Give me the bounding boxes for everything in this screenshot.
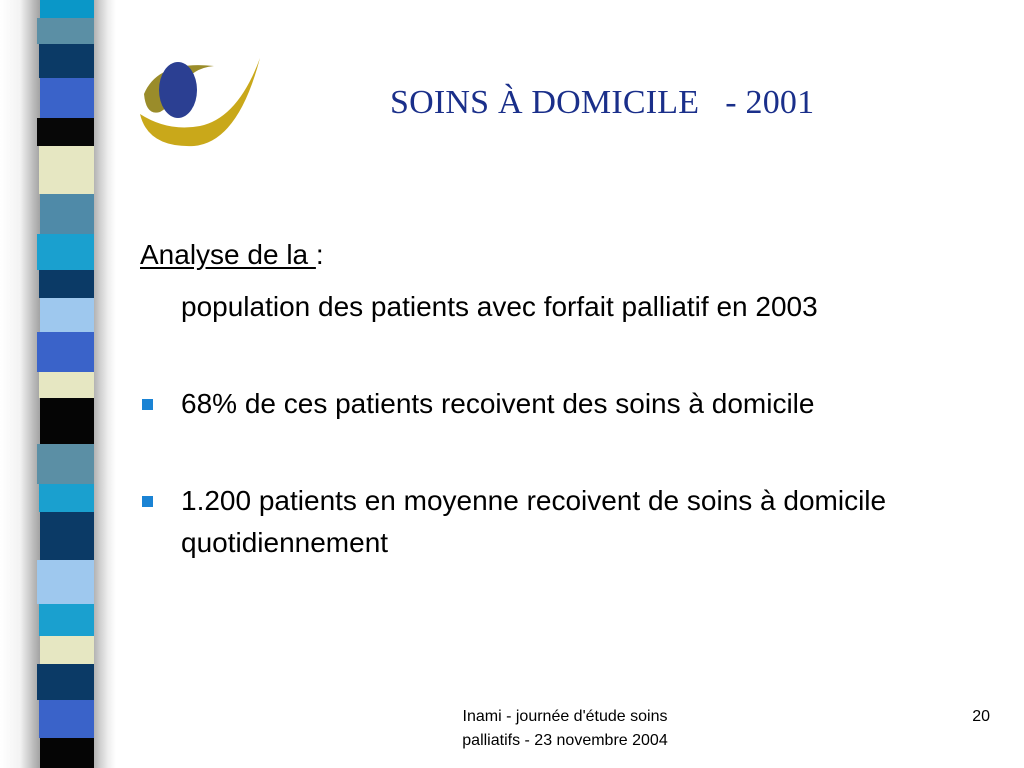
decor-block [37, 444, 94, 484]
decor-block [40, 738, 94, 768]
slide-content [140, 235, 980, 558]
footer-line-1: Inami - journée d'étude soins [462, 708, 668, 725]
decor-block [39, 44, 94, 78]
decor-block [39, 700, 94, 738]
decor-block [37, 118, 94, 146]
decor-block [40, 298, 94, 332]
heading-colon: : [315, 239, 324, 270]
decor-block [39, 270, 94, 298]
decor-block [40, 636, 94, 664]
bullet-text: 68% de ces patients recoivent des soins à domicile [181, 388, 815, 419]
decor-block [37, 664, 94, 700]
heading-underlined-text: Analyse de la [140, 239, 316, 270]
decor-block [37, 18, 94, 44]
decor-block [37, 332, 94, 372]
decor-block [40, 194, 94, 234]
decor-block [40, 78, 94, 118]
bullet-square-icon [142, 496, 153, 507]
decor-block [40, 512, 94, 560]
decor-block [39, 146, 94, 194]
content-heading [140, 235, 980, 275]
bullet-item [140, 383, 970, 425]
bullet-square-icon [142, 399, 153, 410]
footer-line-2: palliatifs - 23 novembre 2004 [462, 732, 668, 749]
bullet-item [140, 480, 970, 564]
decor-block [37, 560, 94, 604]
slide-title: SOINS À DOMICILE - 2001 [390, 84, 815, 121]
decor-block [40, 398, 94, 444]
heading-subline: population des patients avec forfait palliatif en 2003 [181, 291, 818, 322]
decor-block [40, 0, 94, 18]
logo-eye-icon [134, 52, 266, 152]
decor-block [39, 604, 94, 636]
bullet-text: 1.200 patients en moyenne recoivent de soins à domicile quotidiennement [181, 485, 887, 558]
page-number: 20 [972, 708, 990, 725]
left-decor-strip [0, 0, 118, 768]
decor-block [37, 234, 94, 270]
decor-block [39, 484, 94, 512]
decor-block [39, 372, 94, 398]
slide-footer [405, 705, 725, 753]
